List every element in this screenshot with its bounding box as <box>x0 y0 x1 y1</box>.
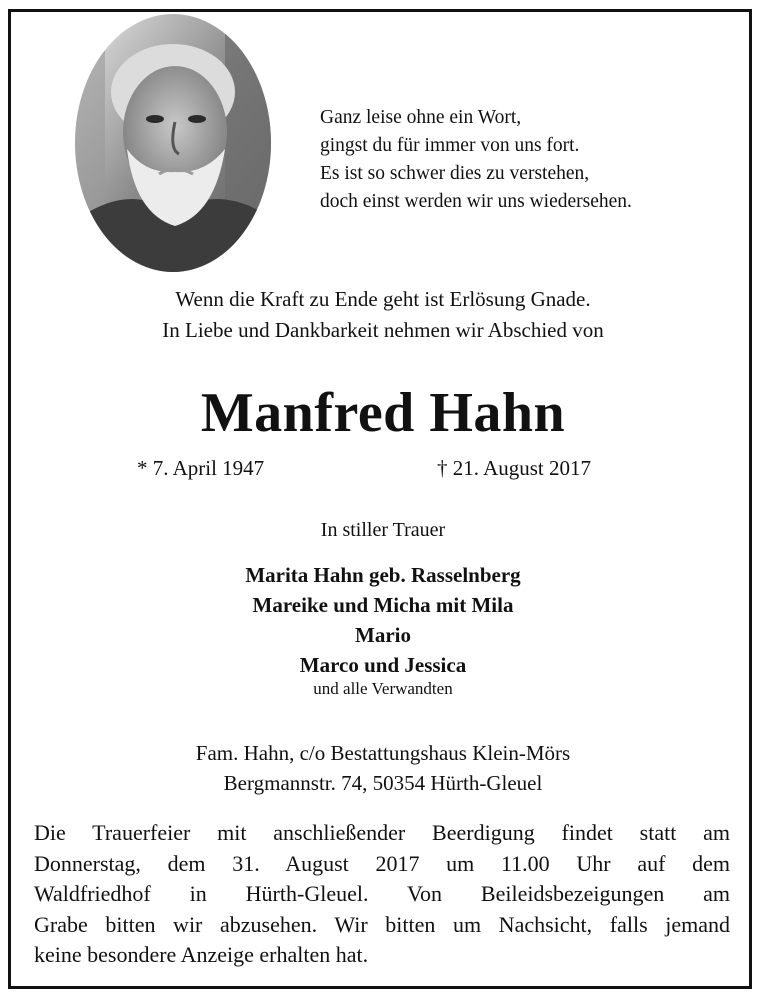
notice-line: Donnerstag, dem 31. August 2017 um 11.00 Uhr auf dem <box>34 850 730 876</box>
mourners-list <box>0 560 766 680</box>
notice-line: Grabe bitten wir abzusehen. Wir bitten um Nachsicht, falls jemand <box>34 911 730 937</box>
address-line: Bergmannstr. 74, 50354 Hürth-Gleuel <box>223 771 543 795</box>
intro-line: In Liebe und Dankbarkeit nehmen wir Abschied von <box>162 318 604 342</box>
poem-line: doch einst werden wir uns wiedersehen. <box>320 191 632 212</box>
birth-date: * 7. April 1947 <box>137 456 265 480</box>
relatives-line: und alle Verwandten <box>313 679 453 698</box>
contact-address <box>0 738 766 798</box>
notice-line: keine besondere Anzeige erhalten hat. <box>34 942 369 967</box>
funeral-notice <box>34 818 730 971</box>
mourning-heading: In stiller Trauer <box>320 519 446 541</box>
address-line: Fam. Hahn, c/o Bestattungshaus Klein-Mörs <box>195 741 571 765</box>
intro-line: Wenn die Kraft zu Ende geht ist Erlösung Gnade. <box>175 287 591 311</box>
mourner-name: Mareike und Micha mit Mila <box>252 593 514 617</box>
notice-line: Die Trauerfeier mit anschließender Beerdigung findet statt am <box>34 820 730 845</box>
deceased-name: Manfred Hahn <box>200 382 566 444</box>
notice-line: Waldfriedhof in Hürth-Gleuel. Von Beileidsbezeigungen am <box>34 881 730 906</box>
portrait-photo-icon <box>75 14 271 272</box>
mourner-name: Mario <box>355 623 411 647</box>
poem-line: gingst du für immer von uns fort. <box>320 135 580 156</box>
intro-text <box>0 284 766 346</box>
poem <box>320 104 740 216</box>
poem-line: Es ist so schwer dies zu verstehen, <box>320 163 590 184</box>
poem-line: Ganz leise ohne ein Wort, <box>320 107 522 128</box>
death-date: † 21. August 2017 <box>437 456 592 480</box>
mourner-name: Marco und Jessica <box>299 653 467 677</box>
mourner-name: Marita Hahn geb. Rasselnberg <box>245 563 521 587</box>
